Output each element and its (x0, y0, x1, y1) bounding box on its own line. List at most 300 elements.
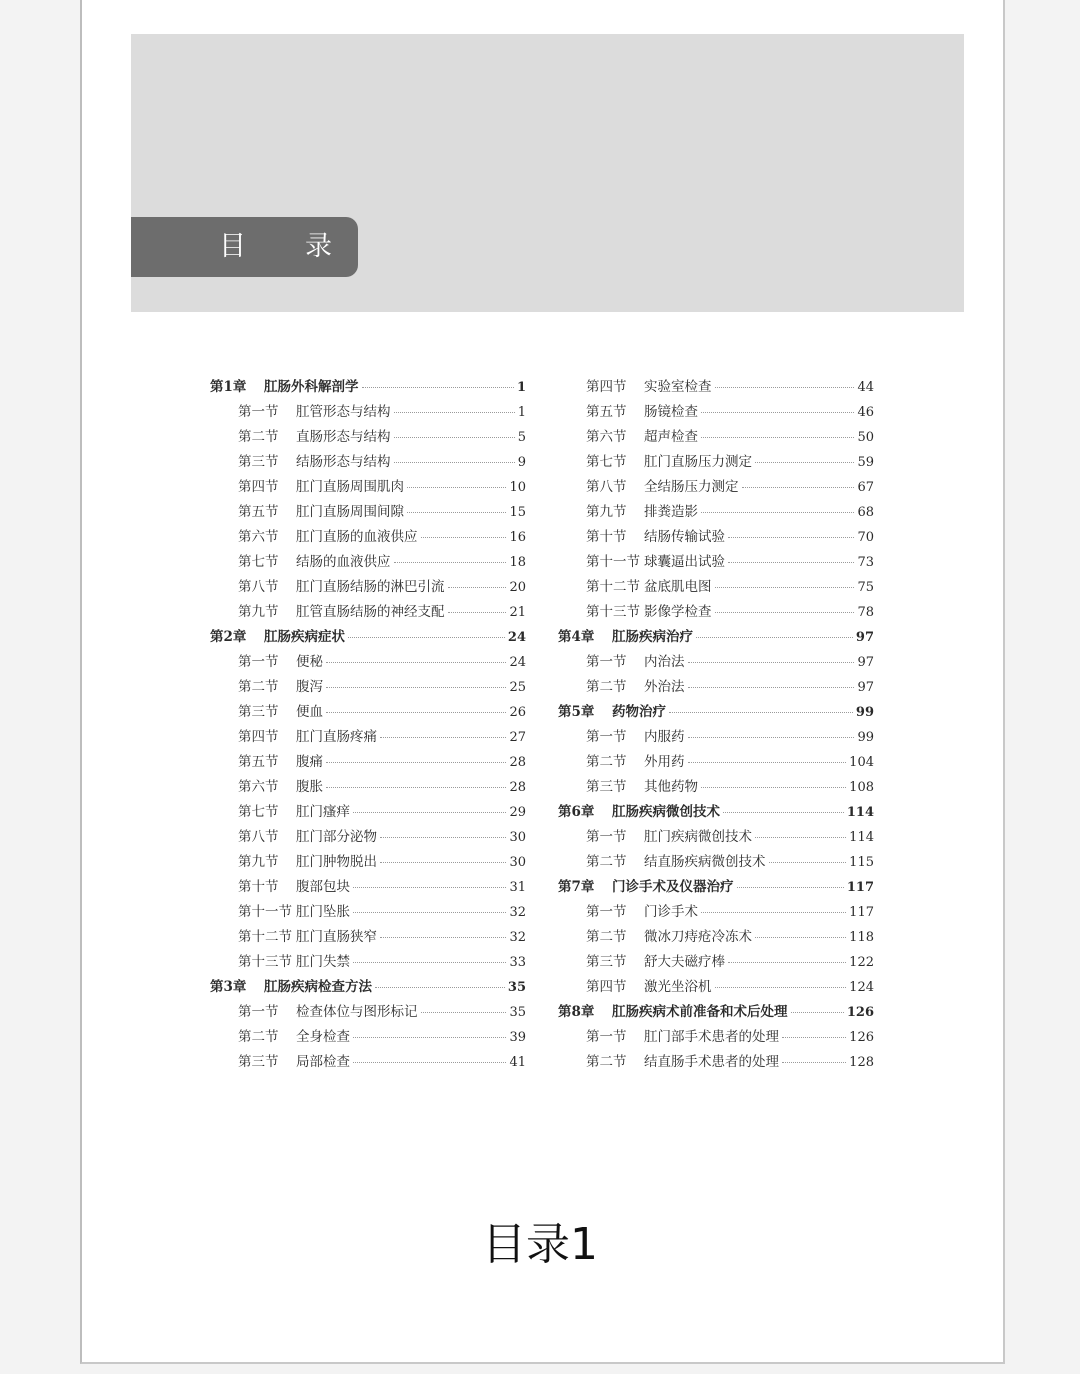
toc-dot-leader (715, 987, 847, 988)
toc-entry-title: 外用药 (644, 754, 685, 770)
toc-section-row (558, 825, 874, 850)
toc-section-row (210, 425, 526, 450)
toc-entry-label (558, 800, 720, 820)
toc-entry-title: 肛管直肠结肠的神经支配 (296, 604, 445, 620)
toc-section-row (558, 925, 874, 950)
toc-section-row (558, 775, 874, 800)
toc-entry-number: 第一节 (238, 1004, 279, 1020)
toc-entry-number: 第二节 (238, 679, 279, 695)
toc-entry-title: 排粪造影 (644, 504, 698, 520)
toc-dot-leader (701, 512, 854, 513)
toc-dot-leader (728, 537, 854, 538)
toc-page-number: 126 (849, 1030, 874, 1045)
toc-entry-label (238, 850, 377, 870)
toc-entry-number: 第六节 (586, 429, 627, 445)
toc-entry-label (238, 575, 445, 595)
toc-page-number: 68 (857, 505, 874, 520)
toc-section-row (558, 725, 874, 750)
toc-section-row (210, 825, 526, 850)
toc-page-number: 32 (509, 930, 526, 945)
toc-page-number: 114 (849, 830, 874, 845)
toc-entry-label (586, 925, 752, 945)
toc-entry-title: 舒大夫磁疗棒 (644, 954, 725, 970)
toc-entry-label (238, 1000, 418, 1020)
toc-entry-number: 第八节 (586, 479, 627, 495)
toc-entry-number: 第十一节 (586, 554, 640, 570)
toc-entry-number: 第一节 (586, 904, 627, 920)
toc-entry-title: 肛门直肠的血液供应 (296, 529, 418, 545)
toc-page-number: 28 (509, 780, 526, 795)
toc-section-row (558, 575, 874, 600)
toc-entry-label (238, 1025, 350, 1045)
toc-entry-label (238, 475, 404, 495)
toc-section-row (558, 525, 874, 550)
toc-dot-leader (769, 862, 847, 863)
toc-dot-leader (380, 737, 506, 738)
toc-entry-label (238, 700, 323, 720)
toc-dot-leader (326, 687, 506, 688)
toc-entry-label (586, 1025, 779, 1045)
toc-dot-leader (688, 762, 847, 763)
toc-section-row (210, 750, 526, 775)
toc-entry-number: 第十一节 (238, 904, 292, 920)
toc-entry-title: 肛门瘙痒 (296, 804, 350, 820)
toc-entry-label (238, 525, 418, 545)
toc-title-tab (131, 217, 358, 277)
toc-entry-label (210, 975, 372, 995)
toc-page-number: 46 (857, 405, 874, 420)
toc-dot-leader (394, 437, 515, 438)
toc-entry-number: 第四节 (238, 729, 279, 745)
toc-entry-label (238, 900, 350, 920)
toc-entry-title: 实验室检查 (644, 379, 712, 395)
toc-page-number: 39 (509, 1030, 526, 1045)
toc-entry-title: 内治法 (644, 654, 685, 670)
toc-entry-title: 肛肠疾病治疗 (612, 629, 693, 645)
toc-section-row (558, 950, 874, 975)
toc-entry-label (210, 375, 359, 395)
toc-page-number: 67 (857, 480, 874, 495)
toc-entry-number: 第五节 (586, 404, 627, 420)
toc-page-number: 1 (516, 380, 526, 395)
toc-entry-number: 第五节 (238, 504, 279, 520)
toc-entry-label (238, 725, 377, 745)
toc-entry-label (238, 750, 323, 770)
toc-dot-leader (737, 887, 844, 888)
toc-page-number: 44 (857, 380, 874, 395)
toc-dot-leader (421, 537, 507, 538)
toc-chapter-row (210, 625, 526, 650)
toc-section-row (210, 725, 526, 750)
toc-dot-leader (375, 987, 505, 988)
toc-section-row (210, 850, 526, 875)
toc-page-number: 15 (509, 505, 526, 520)
toc-dot-leader (353, 1037, 506, 1038)
toc-section-row (210, 925, 526, 950)
toc-page-number: 5 (517, 430, 526, 445)
toc-dot-leader (394, 562, 507, 563)
toc-dot-leader (742, 487, 855, 488)
toc-page-number: 30 (509, 855, 526, 870)
toc-dot-leader (362, 387, 514, 388)
toc-entry-title: 便血 (296, 704, 323, 720)
toc-entry-number: 第一节 (586, 654, 627, 670)
toc-dot-leader (715, 612, 855, 613)
toc-entry-number: 第二节 (586, 679, 627, 695)
toc-dot-leader (701, 412, 854, 413)
toc-chapter-row (558, 700, 874, 725)
toc-section-row (558, 425, 874, 450)
toc-entry-label (238, 800, 350, 820)
toc-title-char-1: 目 (219, 231, 246, 262)
toc-section-row (558, 900, 874, 925)
toc-page-number: 32 (509, 905, 526, 920)
toc-dot-leader (728, 562, 854, 563)
toc-dot-leader (380, 837, 506, 838)
toc-dot-leader (669, 712, 853, 713)
toc-dot-leader (421, 1012, 507, 1013)
toc-entry-label (238, 775, 323, 795)
toc-page-number: 115 (849, 855, 874, 870)
toc-page-number: 29 (509, 805, 526, 820)
toc-entry-number: 第七节 (238, 554, 279, 570)
toc-page-number: 128 (849, 1055, 874, 1070)
toc-section-row (210, 500, 526, 525)
toc-entry-label (238, 550, 391, 570)
toc-entry-title: 激光坐浴机 (644, 979, 712, 995)
toc-entry-title: 影像学检查 (644, 604, 712, 620)
toc-entry-number: 第2章 (210, 629, 247, 645)
toc-entry-number: 第五节 (238, 754, 279, 770)
toc-entry-title: 腹胀 (296, 779, 323, 795)
toc-entry-label (586, 525, 725, 545)
toc-entry-label (586, 600, 712, 620)
toc-column-right (558, 375, 874, 1075)
toc-entry-label (586, 850, 766, 870)
toc-entry-title: 肛门疾病微创技术 (644, 829, 752, 845)
toc-page-number: 99 (857, 730, 874, 745)
toc-page-number: 126 (846, 1005, 874, 1020)
toc-title-char-2: 录 (305, 231, 332, 262)
toc-entry-number: 第八节 (238, 829, 279, 845)
toc-entry-title: 肛门直肠周围间隙 (296, 504, 404, 520)
toc-entry-number: 第十三节 (586, 604, 640, 620)
toc-entry-number: 第十三节 (238, 954, 292, 970)
toc-entry-label (586, 500, 698, 520)
toc-section-row (558, 400, 874, 425)
toc-entry-label (586, 425, 698, 445)
toc-dot-leader (380, 937, 506, 938)
toc-entry-title: 腹泻 (296, 679, 323, 695)
toc-page-number: 16 (509, 530, 526, 545)
toc-page-number: 20 (509, 580, 526, 595)
toc-entry-number: 第七节 (586, 454, 627, 470)
toc-section-row (210, 675, 526, 700)
toc-dot-leader (696, 637, 853, 638)
toc-page-number: 50 (857, 430, 874, 445)
toc-dot-leader (353, 812, 506, 813)
toc-page-number: 70 (857, 530, 874, 545)
toc-entry-title: 全身检查 (296, 1029, 350, 1045)
toc-entry-number: 第一节 (586, 729, 627, 745)
toc-page-number: 59 (857, 455, 874, 470)
toc-dot-leader (782, 1062, 846, 1063)
toc-entry-title: 球囊逼出试验 (644, 554, 725, 570)
toc-entry-title: 便秘 (296, 654, 323, 670)
toc-page-number: 97 (857, 655, 874, 670)
toc-chapter-row (558, 875, 874, 900)
toc-entry-label (238, 875, 350, 895)
toc-dot-leader (688, 687, 855, 688)
toc-entry-number: 第三节 (586, 779, 627, 795)
toc-entry-title: 结肠的血液供应 (296, 554, 391, 570)
toc-entry-title: 直肠形态与结构 (296, 429, 391, 445)
toc-page-number: 26 (509, 705, 526, 720)
toc-entry-number: 第一节 (586, 1029, 627, 1045)
toc-entry-number: 第十二节 (238, 929, 292, 945)
toc-entry-title: 盆底肌电图 (644, 579, 712, 595)
toc-entry-number: 第二节 (586, 1054, 627, 1070)
toc-chapter-row (558, 1000, 874, 1025)
toc-entry-number: 第一节 (238, 404, 279, 420)
toc-entry-number: 第三节 (238, 454, 279, 470)
toc-entry-number: 第二节 (238, 429, 279, 445)
toc-entry-label (586, 650, 685, 670)
toc-entry-number: 第四节 (586, 379, 627, 395)
toc-entry-title: 药物治疗 (612, 704, 666, 720)
toc-entry-number: 第一节 (586, 829, 627, 845)
toc-entry-label (586, 975, 712, 995)
toc-entry-title: 肛门直肠狭窄 (296, 929, 377, 945)
toc-section-row (210, 400, 526, 425)
toc-page-number: 21 (509, 605, 526, 620)
toc-dot-leader (326, 712, 506, 713)
toc-section-row (210, 775, 526, 800)
toc-page-number: 117 (846, 880, 874, 895)
toc-dot-leader (394, 462, 515, 463)
toc-entry-title: 肛门部手术患者的处理 (644, 1029, 779, 1045)
toc-entry-number: 第四节 (586, 979, 627, 995)
toc-entry-number: 第三节 (238, 704, 279, 720)
toc-entry-title: 肛门直肠疼痛 (296, 729, 377, 745)
toc-entry-label (586, 550, 725, 570)
toc-page-number: 73 (857, 555, 874, 570)
toc-dot-leader (755, 462, 854, 463)
toc-entry-label (558, 875, 734, 895)
toc-entry-title: 肠镜检查 (644, 404, 698, 420)
toc-entry-title: 肛肠疾病检查方法 (264, 979, 372, 995)
toc-chapter-row (210, 975, 526, 1000)
toc-dot-leader (353, 887, 506, 888)
toc-entry-label (558, 625, 693, 645)
toc-page-number: 35 (507, 980, 526, 995)
toc-page-number: 108 (849, 780, 874, 795)
image-caption: 目录1 (482, 1219, 598, 1270)
toc-entry-label (586, 725, 685, 745)
toc-dot-leader (348, 637, 505, 638)
toc-entry-number: 第5章 (558, 704, 595, 720)
toc-section-row (210, 475, 526, 500)
toc-dot-leader (715, 587, 855, 588)
toc-dot-leader (326, 662, 506, 663)
toc-page-number: 122 (849, 955, 874, 970)
toc-section-row (210, 700, 526, 725)
toc-dot-leader (701, 787, 846, 788)
toc-entry-number: 第十节 (238, 879, 279, 895)
toc-entry-title: 检查体位与图形标记 (296, 1004, 418, 1020)
toc-page-number: 30 (509, 830, 526, 845)
toc-entry-label (586, 375, 712, 395)
toc-entry-title: 全结肠压力测定 (644, 479, 739, 495)
toc-entry-number: 第二节 (586, 929, 627, 945)
toc-dot-leader (380, 862, 506, 863)
toc-page-number: 97 (855, 630, 874, 645)
toc-page-number: 1 (517, 405, 526, 420)
toc-entry-number: 第十节 (586, 529, 627, 545)
toc-page-number: 24 (509, 655, 526, 670)
toc-entry-number: 第3章 (210, 979, 247, 995)
toc-section-row (210, 875, 526, 900)
toc-section-row (210, 800, 526, 825)
toc-section-row (558, 450, 874, 475)
toc-dot-leader (723, 812, 844, 813)
toc-entry-title: 其他药物 (644, 779, 698, 795)
toc-entry-label (586, 825, 752, 845)
toc-section-row (210, 1025, 526, 1050)
toc-section-row (558, 675, 874, 700)
toc-dot-leader (448, 612, 507, 613)
toc-section-row (558, 1025, 874, 1050)
toc-entry-title: 肛肠疾病术前准备和术后处理 (612, 1004, 788, 1020)
toc-entry-label (238, 600, 445, 620)
toc-page-number: 114 (846, 805, 874, 820)
toc-page-number: 24 (507, 630, 526, 645)
toc-entry-title: 结直肠手术患者的处理 (644, 1054, 779, 1070)
toc-page-number: 18 (509, 555, 526, 570)
toc-entry-title: 肛管形态与结构 (296, 404, 391, 420)
toc-entry-label (586, 450, 752, 470)
toc-section-row (558, 500, 874, 525)
toc-entry-label (586, 775, 698, 795)
toc-entry-number: 第四节 (238, 479, 279, 495)
toc-dot-leader (353, 962, 506, 963)
toc-column-left (210, 375, 526, 1075)
toc-entry-label (210, 625, 345, 645)
toc-entry-number: 第九节 (238, 604, 279, 620)
toc-entry-label (586, 1050, 779, 1070)
toc-section-row (558, 600, 874, 625)
toc-entry-title: 腹部包块 (296, 879, 350, 895)
toc-entry-title: 肛肠疾病微创技术 (612, 804, 720, 820)
toc-entry-title: 微冰刀痔疮冷冻术 (644, 929, 752, 945)
toc-dot-leader (755, 837, 846, 838)
toc-page-number: 78 (857, 605, 874, 620)
toc-dot-leader (688, 737, 855, 738)
toc-dot-leader (353, 1062, 506, 1063)
toc-entry-number: 第三节 (238, 1054, 279, 1070)
toc-entry-title: 肛门部分泌物 (296, 829, 377, 845)
toc-chapter-row (558, 800, 874, 825)
toc-entry-title: 内服药 (644, 729, 685, 745)
toc-entry-label (238, 950, 350, 970)
toc-entry-number: 第4章 (558, 629, 595, 645)
toc-section-row (210, 600, 526, 625)
toc-section-row (210, 650, 526, 675)
toc-section-row (558, 375, 874, 400)
toc-page-number: 10 (509, 480, 526, 495)
toc-section-row (210, 575, 526, 600)
toc-entry-number: 第三节 (586, 954, 627, 970)
toc-entry-title: 超声检查 (644, 429, 698, 445)
toc-entry-number: 第九节 (238, 854, 279, 870)
toc-entry-title: 腹痛 (296, 754, 323, 770)
toc-entry-label (586, 750, 685, 770)
toc-page-number: 41 (509, 1055, 526, 1070)
toc-entry-label (586, 675, 685, 695)
toc-entry-label (238, 650, 323, 670)
toc-entry-label (238, 450, 391, 470)
toc-page-number: 9 (517, 455, 526, 470)
toc-dot-leader (755, 937, 846, 938)
toc-section-row (210, 525, 526, 550)
toc-entry-title: 肛门直肠压力测定 (644, 454, 752, 470)
toc-entry-number: 第1章 (210, 379, 247, 395)
toc-entry-label (238, 1050, 350, 1070)
toc-dot-leader (791, 1012, 844, 1013)
toc-entry-number: 第二节 (238, 1029, 279, 1045)
toc-page-number: 31 (509, 880, 526, 895)
toc-section-row (558, 750, 874, 775)
toc-entry-title: 肛门失禁 (296, 954, 350, 970)
toc-entry-number: 第6章 (558, 804, 595, 820)
toc-page-number: 104 (849, 755, 874, 770)
toc-entry-number: 第二节 (586, 754, 627, 770)
toc-entry-number: 第一节 (238, 654, 279, 670)
toc-dot-leader (688, 662, 855, 663)
toc-entry-title: 肛门坠胀 (296, 904, 350, 920)
toc-entry-label (586, 900, 698, 920)
toc-entry-label (586, 575, 712, 595)
toc-entry-label (238, 425, 391, 445)
toc-dot-leader (701, 437, 854, 438)
toc-chapter-row (558, 625, 874, 650)
toc-page-number: 124 (849, 980, 874, 995)
toc-dot-leader (782, 1037, 846, 1038)
toc-section-row (558, 550, 874, 575)
toc-entry-label (238, 675, 323, 695)
toc-section-row (210, 550, 526, 575)
toc-entry-number: 第8章 (558, 1004, 595, 1020)
toc-entry-number: 第六节 (238, 779, 279, 795)
toc-chapter-row (210, 375, 526, 400)
toc-section-row (210, 450, 526, 475)
toc-entry-label (586, 950, 725, 970)
toc-page-number: 28 (509, 755, 526, 770)
toc-section-row (210, 900, 526, 925)
toc-entry-number: 第十二节 (586, 579, 640, 595)
toc-dot-leader (407, 487, 506, 488)
toc-entry-title: 肛肠疾病症状 (264, 629, 345, 645)
toc-dot-leader (715, 387, 855, 388)
toc-entry-title: 肛门直肠结肠的淋巴引流 (296, 579, 445, 595)
toc-page-number: 75 (857, 580, 874, 595)
toc-entry-label (238, 925, 377, 945)
toc-section-row (558, 850, 874, 875)
toc-dot-leader (353, 912, 506, 913)
toc-page-number: 35 (509, 1005, 526, 1020)
toc-entry-title: 结肠传输试验 (644, 529, 725, 545)
toc-entry-number: 第7章 (558, 879, 595, 895)
